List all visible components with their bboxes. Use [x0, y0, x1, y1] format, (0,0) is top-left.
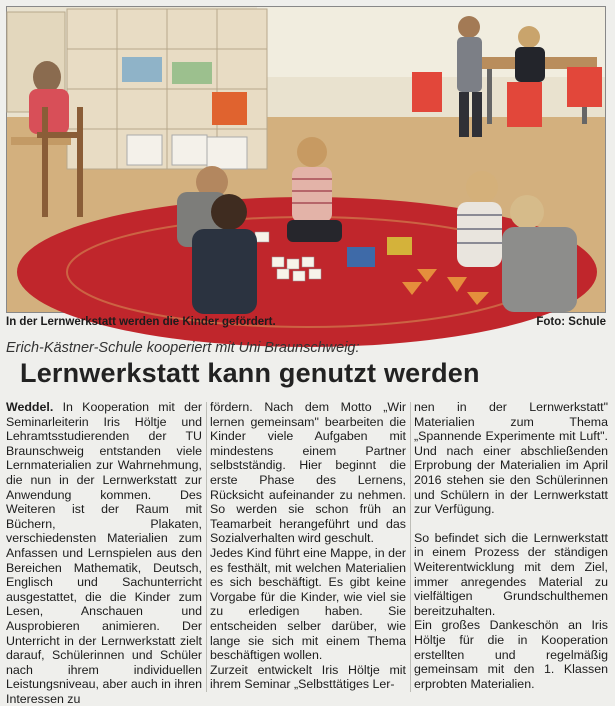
classroom-photo	[6, 6, 606, 313]
article-headline: Lernwerkstatt kann genutzt werden	[20, 358, 480, 388]
column-3-paragraph-3: Ein großes Dankeschön an Iris Höltje für die in Kooperation erstellten und regelmäßig gemeinsam mit den 1. Klassen erprobten Materialien.	[414, 618, 608, 691]
article-column-3	[414, 400, 608, 696]
column-3-paragraph-1: nen in der Lernwerkstatt" Materialien zum Thema „Spannende Experimente mit Luft". Und nach einer abschließenden Erprobung der Materialien im April 2016 stehen sie den Schülerinnen und Schülern in der Lernwerkstatt zur Verfügung.	[414, 400, 608, 517]
photo-caption: In der Lernwerkstatt werden die Kinder gefördert.	[6, 316, 276, 328]
column-1-paragraph	[6, 400, 202, 706]
article-column-2	[210, 400, 406, 696]
column-2-paragraph-3: Zurzeit entwickelt Iris Höltje mit ihrem Seminar „Selbsttätiges Ler-	[210, 662, 406, 692]
classroom-photo-illustration	[7, 7, 605, 312]
photo-credit: Foto: Schule	[536, 316, 606, 328]
column-2-paragraph-1: fördern. Nach dem Motto „Wir lernen gemeinsam" bearbeiten die Kinder viele Aufgaben mit mindestens einem Partner selbstständig. Hier beginnt die erste Phase des Lernens, Rücksicht aufeinander zu nehmen. So werden sie schon früh an Teamarbeit herangeführt und das Sozialverhalten wird geschult.	[210, 400, 406, 546]
article-body	[6, 400, 608, 706]
article-column-1	[6, 400, 202, 706]
article-dateline: Weddel.	[6, 400, 54, 414]
photo-caption-row	[6, 316, 606, 332]
column-divider	[410, 402, 411, 692]
column-1-text: In Kooperation mit der Seminarleiterin Iris Höltje und Lehramtsstudierenden der TU Braunschweig entstanden viele Lernmaterialien zur Wahrnehmung, die nun in der Lernwerkstatt zur Anwendung kommen. Des Weiteren ist der Raum mit Büchern, Plakaten, verschiedensten Materialien zum Anfassen und Lernspielen aus den Bereichen Mathematik, Deutsch, Englisch und Sachunterricht ausgestattet, die die Kinder zum Lesen, Anschauen und Ausprobieren animieren. Der Unterricht in der Lernwerkstatt zielt darauf, Schülerinnen und Schüler nach ihrem individuellen Leistungsniveau, aber auch in ihren Interessen zu	[6, 400, 202, 706]
column-2-paragraph-2: Jedes Kind führt eine Mappe, in der es festhält, mit welchen Materialien es sich beschäftigt. Es gibt keine Vorgabe für die Kinder, wie viel sie zu erledigen haben. Sie entscheiden selber darüber, wie lange sie sich mit einem Thema beschäftigen wollen.	[210, 545, 406, 663]
column-3-paragraph-2: So befindet sich die Lernwerkstatt in einem Prozess der ständigen Weiterentwicklung mit dem Ziel, immer anregendes Material zu vielfältigen Grundschulthemen bereitzuhalten.	[414, 530, 608, 618]
column-divider	[206, 402, 207, 692]
article-kicker: Erich-Kästner-Schule kooperiert mit Uni Braunschweig:	[6, 340, 360, 356]
